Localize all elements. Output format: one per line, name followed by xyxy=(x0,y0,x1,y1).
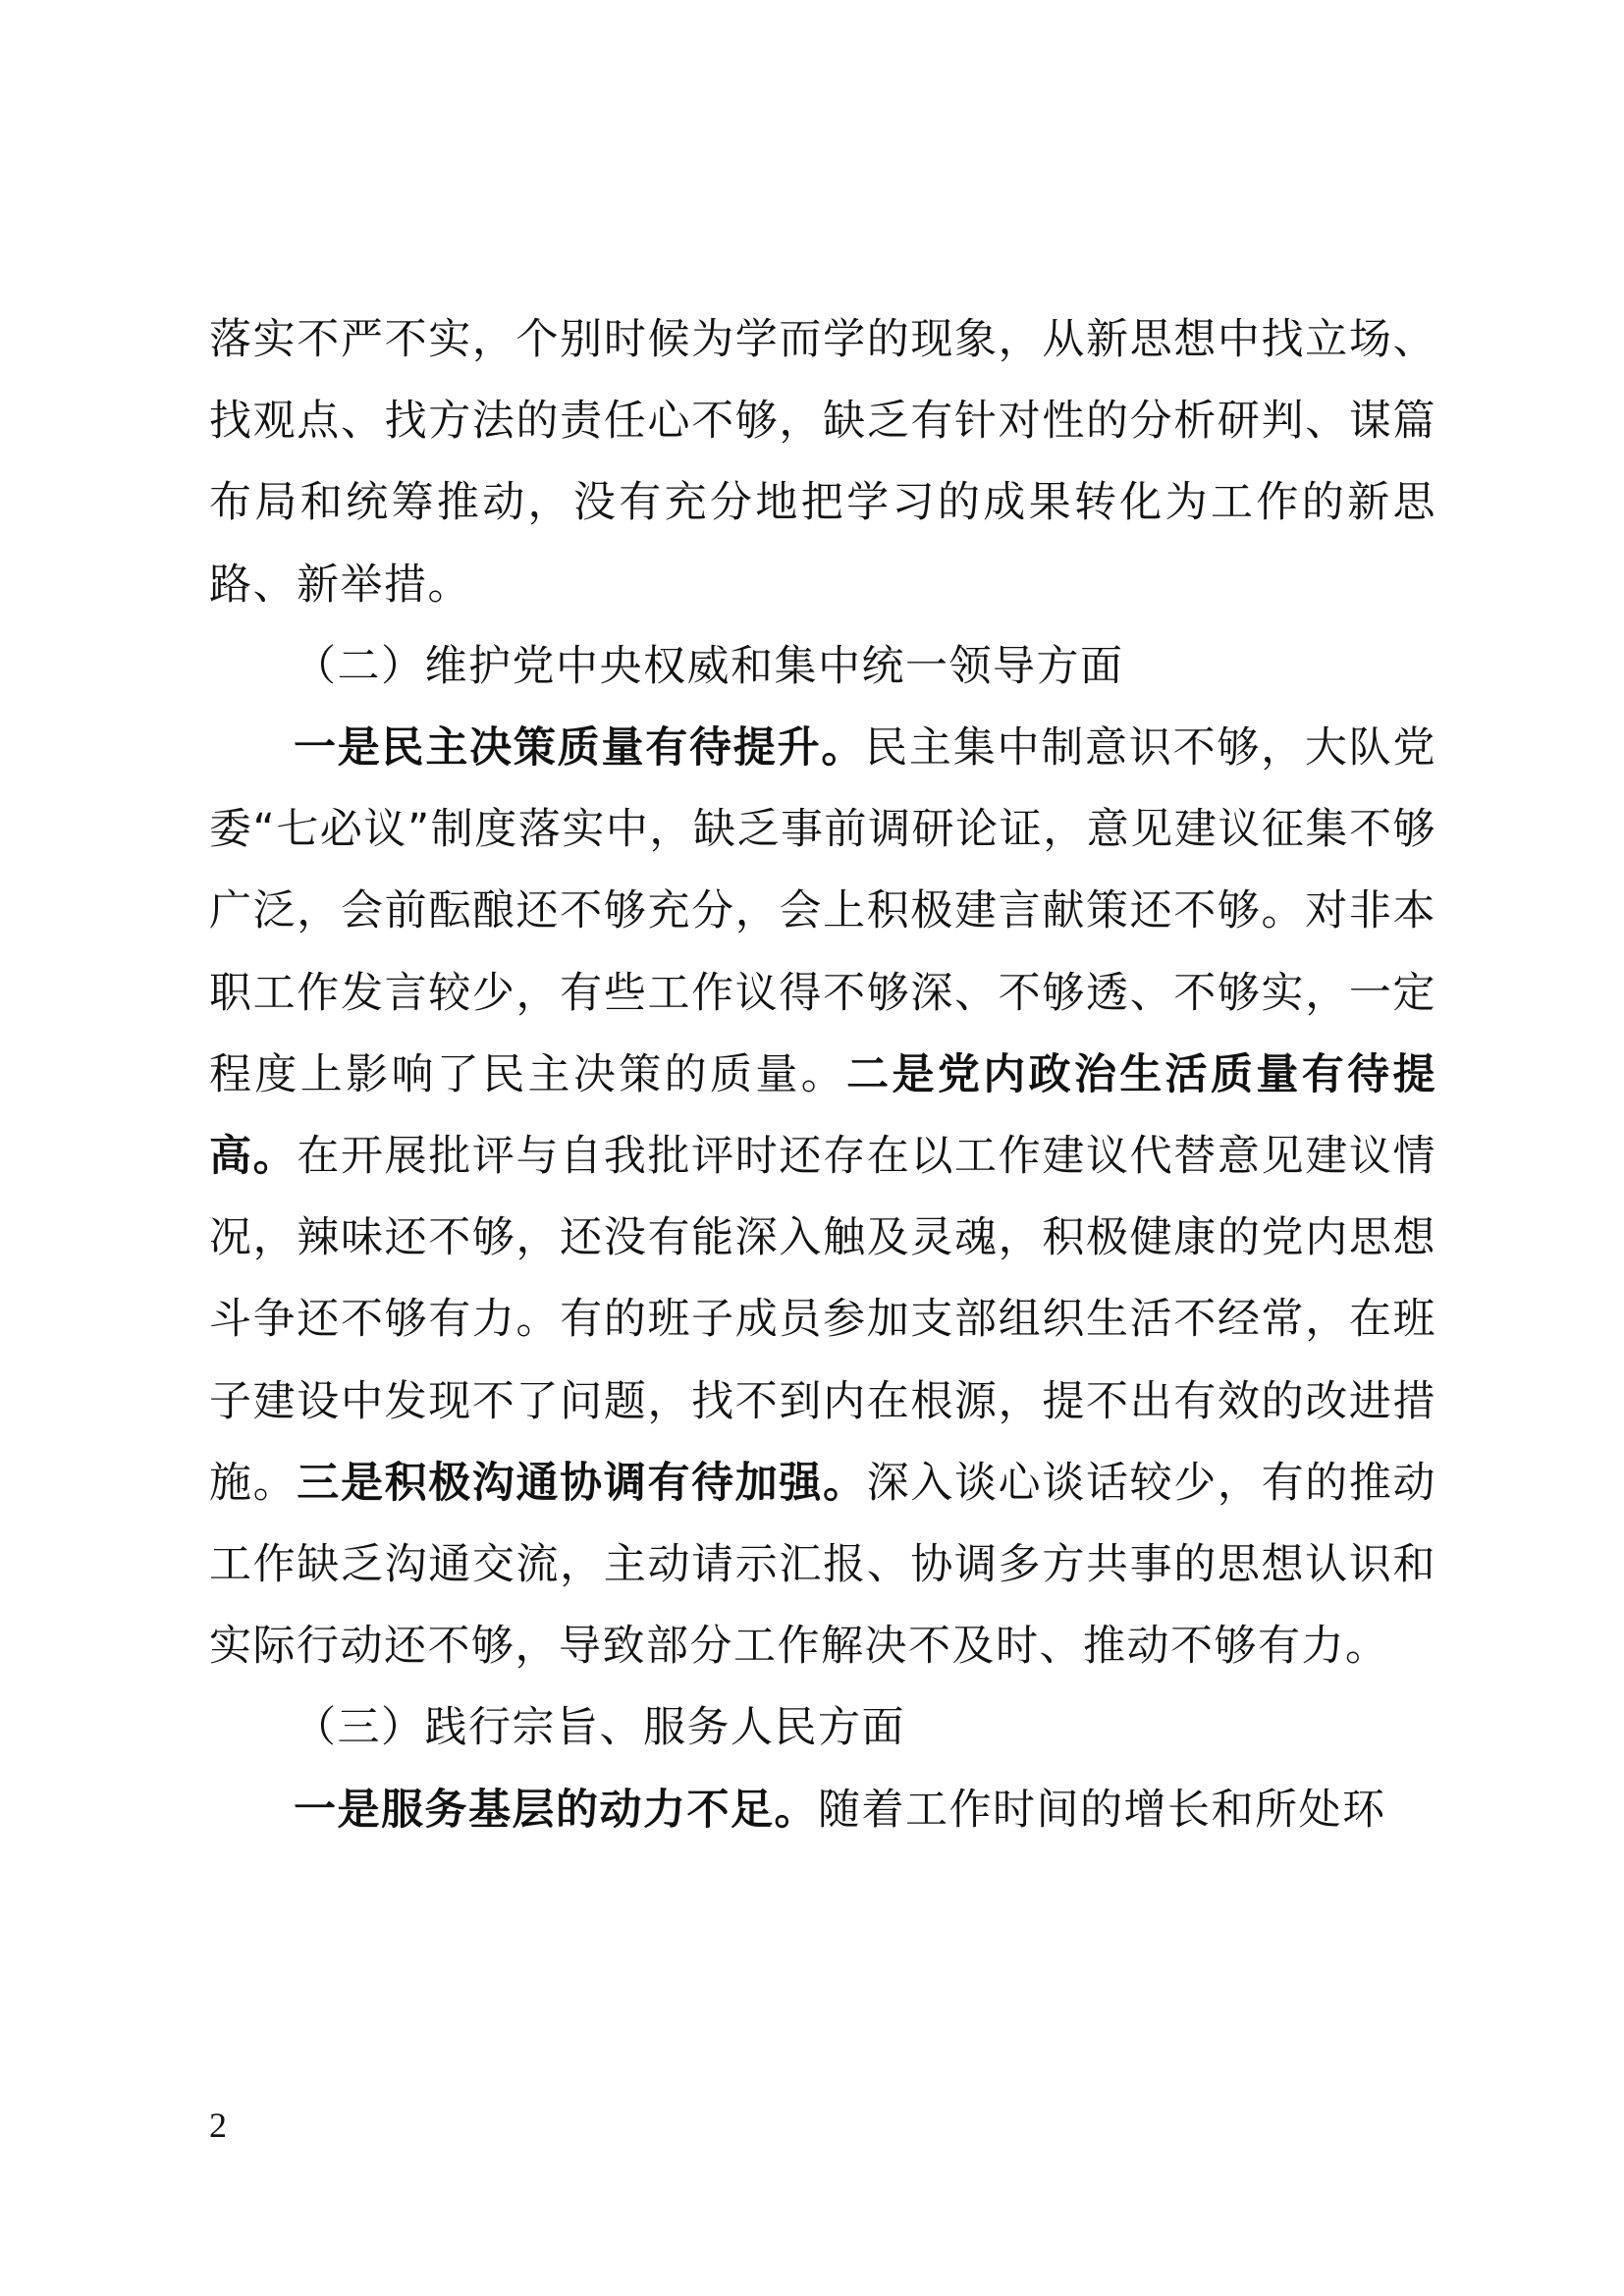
paragraph-text-1: 民主集中制意识不够，大队党委“七必议”制度落实中，缺乏事前调研论证，意见建议征集不够广泛，会前酝酿还不够充分，会上积极建言献策还不够。对非本职工作发言较少，有些工作议得不够深、不够透、不够实，一定程度上影响了民主决策的质量。 xyxy=(209,723,1437,1099)
paragraph-section-3 xyxy=(209,1770,1436,1851)
paragraph-text-3: 深入谈心谈话较少，有的推动工作缺乏沟通交流，主动请示汇报、协调多方共事的思想认识和实际行动还不够，导致部分工作解决不及时、推动不够有力。 xyxy=(209,1458,1437,1672)
section-heading-3: （三）践行宗旨、服务人民方面 xyxy=(294,1703,905,1753)
page-number: 2 xyxy=(209,2106,227,2145)
bold-lead-2: 二是党内政治生活质量有待提高。 xyxy=(209,1049,1437,1182)
paragraph-section-2 xyxy=(209,708,1436,1687)
bold-lead-section-3: 一是服务基层的动力不足。 xyxy=(294,1785,818,1835)
paragraph-text-2: 在开展批评与自我批评时还存在以工作建议代替意见建议情况，辣味还不够，还没有能深入触及灵魂，积极健康的党内思想斗争还不够有力。有的班子成员参加支部组织生活不经常，在班子建设中发现不了问题，找不到内在根源，提不出有效的改进措施。 xyxy=(209,1132,1437,1508)
bold-lead-1: 一是民主决策质量有待提升。 xyxy=(294,723,866,774)
document-body xyxy=(209,299,1436,1851)
section-heading-2: （二）维护党中央权威和集中统一领导方面 xyxy=(294,641,1124,691)
bold-lead-3: 三是积极沟通协调有待加强。 xyxy=(297,1458,867,1508)
paragraph-continuation: 落实不严不实，个别时候为学而学的现象，从新思想中找立场、找观点、找方法的责任心不够，缺乏有针对性的分析研判、谋篇布局和统筹推动，没有充分地把学习的成果转化为工作的新思路、新举措。 xyxy=(209,315,1436,610)
paragraph-text-section-3: 随着工作时间的增长和所处环 xyxy=(818,1785,1386,1835)
